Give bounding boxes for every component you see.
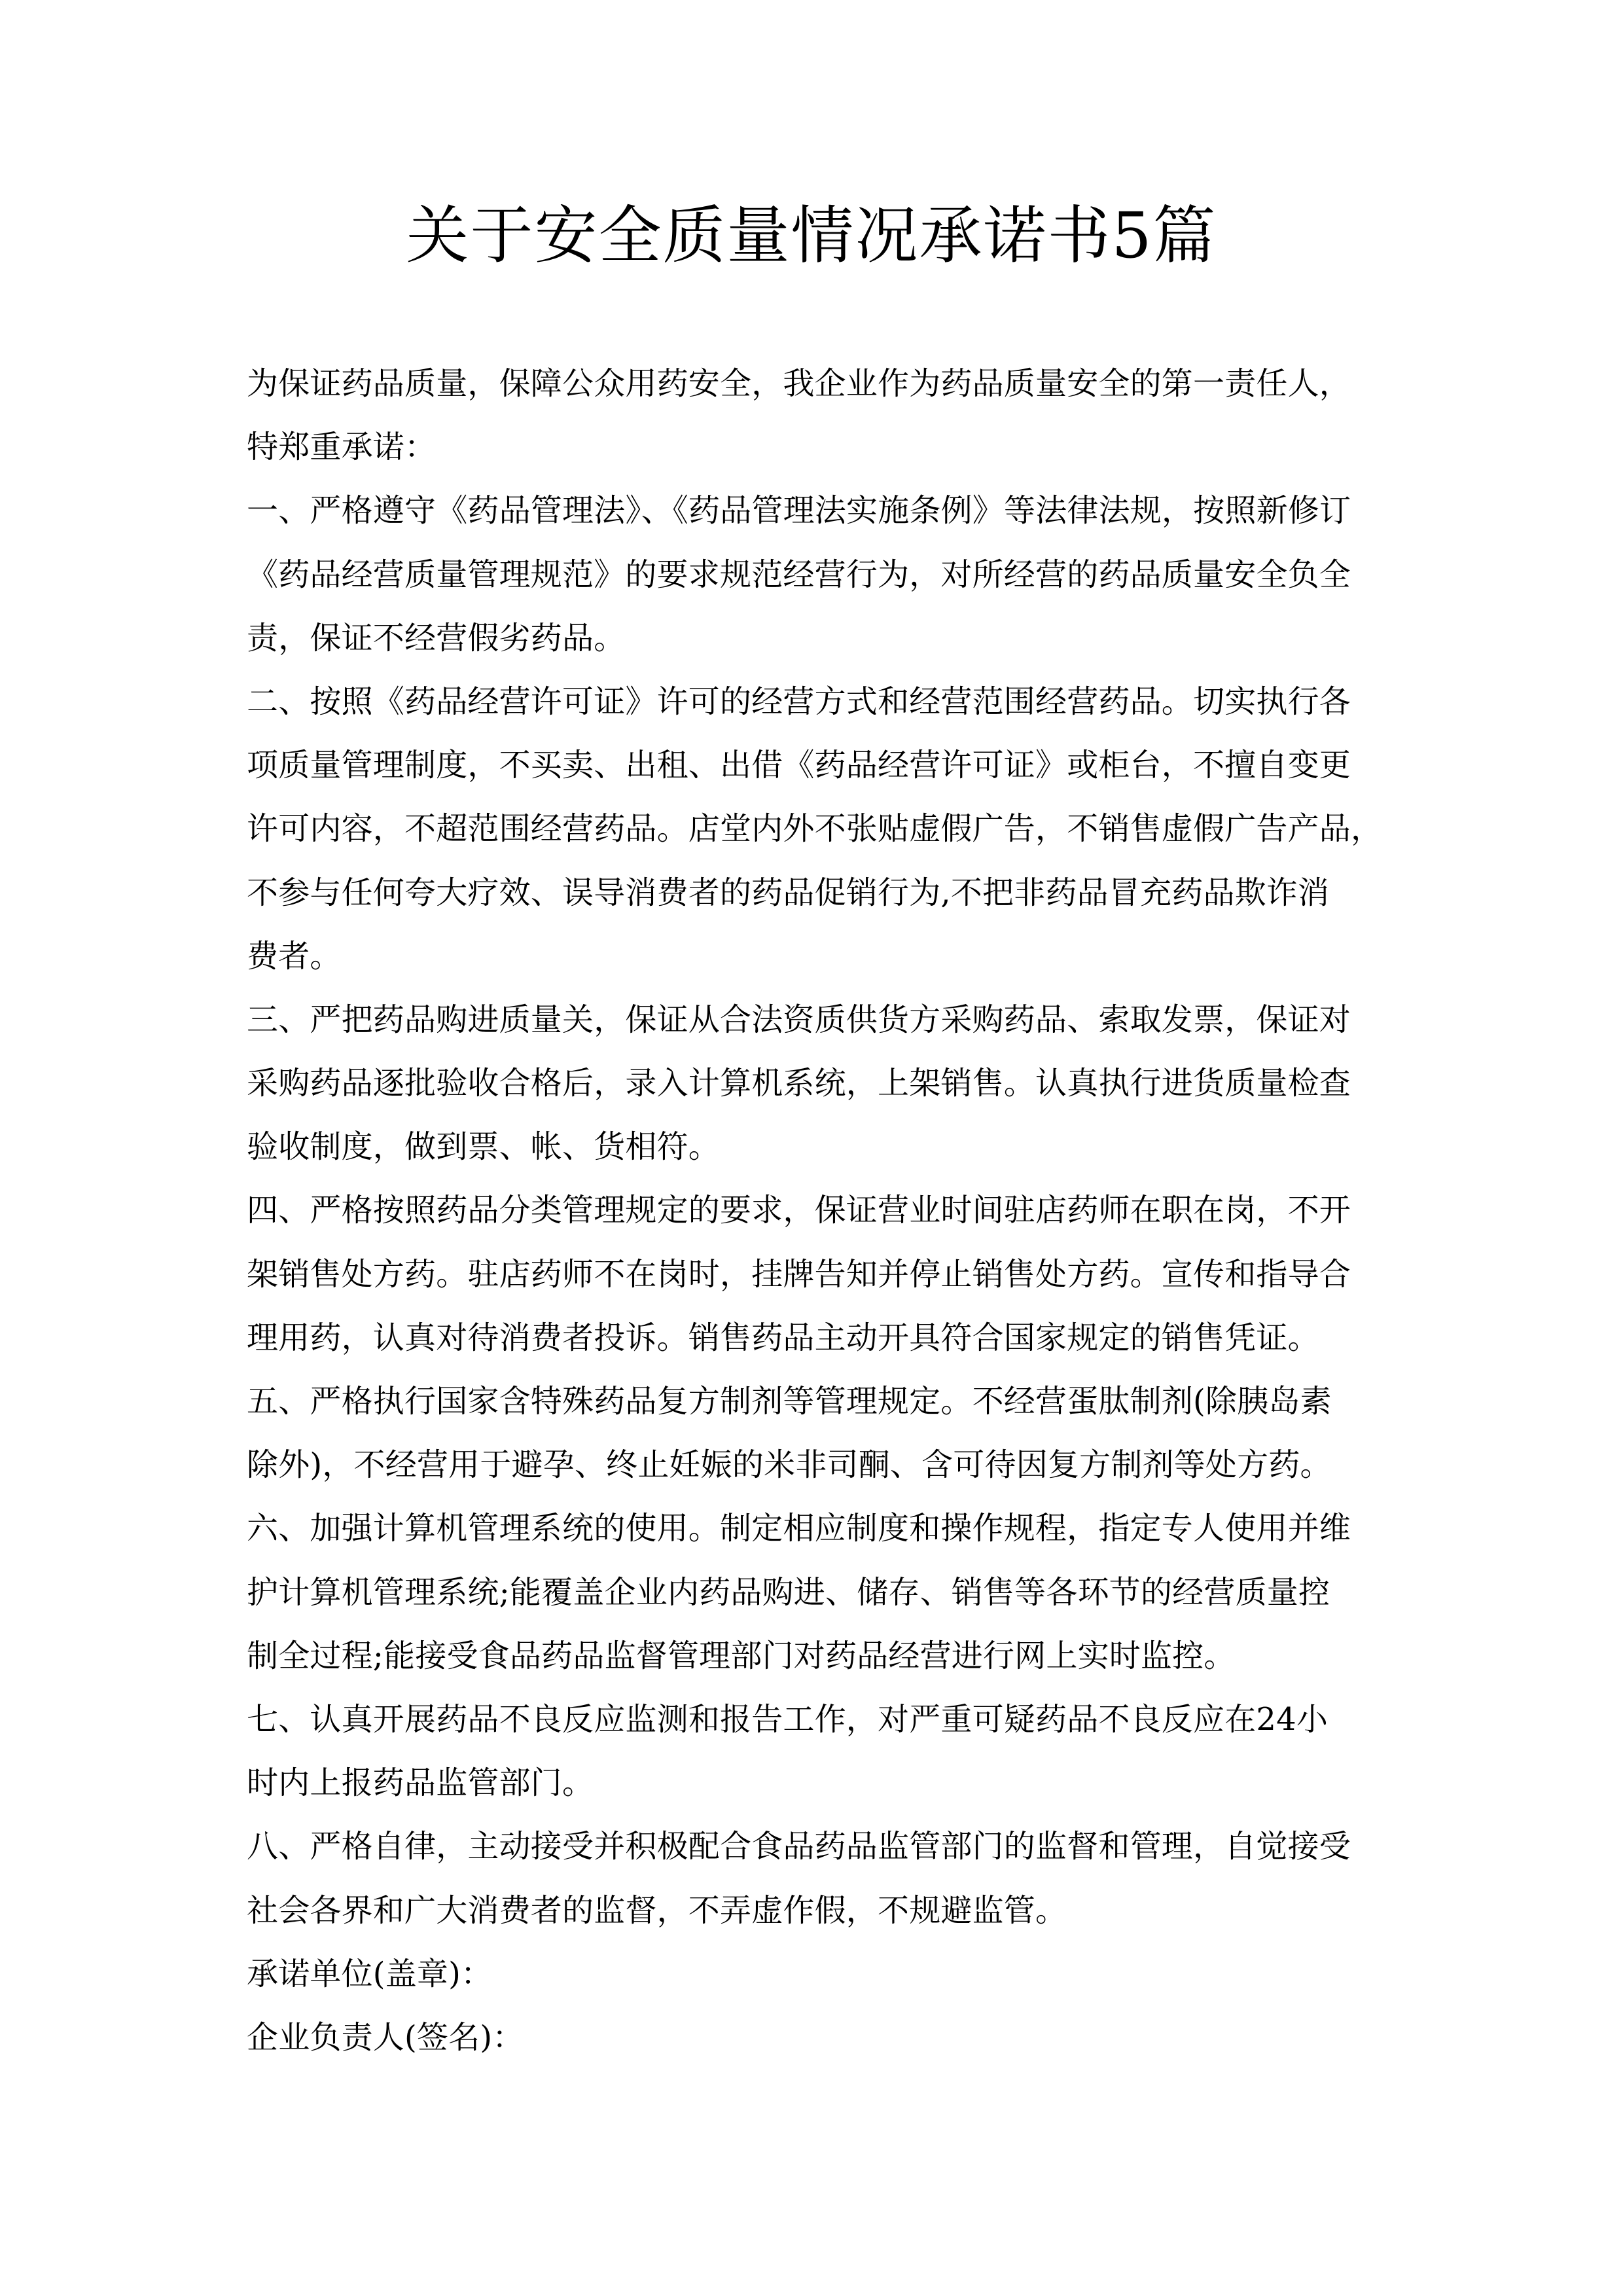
clause-2-line: 不参与任何夸大疗效、误导消费者的药品促销行为,不把非药品冒充药品欺诈消: [247, 874, 1330, 911]
clause-1-line: 一、严格遵守《药品管理法》、《药品管理法实施条例》等法律法规，按照新修订: [247, 492, 1351, 529]
clause-2-line: 许可内容，不超范围经营药品。店堂内外不张贴虚假广告，不销售虚假广告产品，: [247, 810, 1383, 848]
clause-8-line: 社会各界和广大消费者的监督，不弄虚作假，不规避监管。: [247, 1892, 1067, 1929]
clause-2-line: 项质量管理制度，不买卖、出租、出借《药品经营许可证》或柜台，不擅自变更: [247, 747, 1351, 784]
intro-line: 为保证药品质量，保障公众用药安全，我企业作为药品质量安全的第一责任人，: [247, 365, 1351, 402]
document-body: [247, 352, 1399, 2070]
clause-3-line: 三、严把药品购进质量关，保证从合法资质供货方采购药品、索取发票，保证对: [247, 1001, 1351, 1038]
clause-1-line: 《药品经营质量管理规范》的要求规范经营行为，对所经营的药品质量安全负全: [247, 556, 1351, 593]
document-title: 关于安全质量情况承诺书5篇: [406, 199, 1217, 272]
clause-4-line: 四、严格按照药品分类管理规定的要求，保证营业时间驻店药师在职在岗，不开: [247, 1192, 1351, 1229]
clause-8-line: 八、严格自律，主动接受并积极配合食品药品监管部门的监督和管理，自觉接受: [247, 1828, 1351, 1865]
signature-responsible-person: 企业负责人(签名)：: [247, 2018, 524, 2056]
clause-5-line: 除外)，不经营用于避孕、终止妊娠的米非司酮、含可待因复方制剂等处方药。: [247, 1446, 1332, 1484]
clause-5-line: 五、严格执行国家含特殊药品复方制剂等管理规定。不经营蛋肽制剂(除胰岛素: [247, 1383, 1332, 1420]
intro-line: 特郑重承诺：: [247, 429, 437, 466]
clause-4-line: 理用药，认真对待消费者投诉。销售药品主动开具符合国家规定的销售凭证。: [247, 1319, 1319, 1356]
clause-3-line: 采购药品逐批验收合格后，录入计算机系统，上架销售。认真执行进货质量检查: [247, 1065, 1351, 1102]
clause-6-line: 六、加强计算机管理系统的使用。制定相应制度和操作规程，指定专人使用并维: [247, 1510, 1351, 1547]
clause-6-line: 护计算机管理系统;能覆盖企业内药品购进、储存、销售等各环节的经营质量控: [247, 1573, 1330, 1611]
clause-1-line: 责，保证不经营假劣药品。: [247, 619, 626, 656]
clause-7-line: 时内上报药品监管部门。: [247, 1765, 594, 1802]
clause-4-line: 架销售处方药。驻店药师不在岗时，挂牌告知并停止销售处方药。宣传和指导合: [247, 1255, 1351, 1293]
clause-3-line: 验收制度，做到票、帐、货相符。: [247, 1128, 721, 1166]
signature-unit-seal: 承诺单位(盖章)：: [247, 1955, 493, 1992]
clause-7-line: 七、认真开展药品不良反应监测和报告工作，对严重可疑药品不良反应在24小: [247, 1700, 1329, 1738]
clause-2-line: 费者。: [247, 937, 342, 975]
clause-2-line: 二、按照《药品经营许可证》许可的经营方式和经营范围经营药品。切实执行各: [247, 683, 1351, 720]
clause-6-line: 制全过程;能接受食品药品监督管理部门对药品经营进行网上实时监控。: [247, 1637, 1236, 1674]
